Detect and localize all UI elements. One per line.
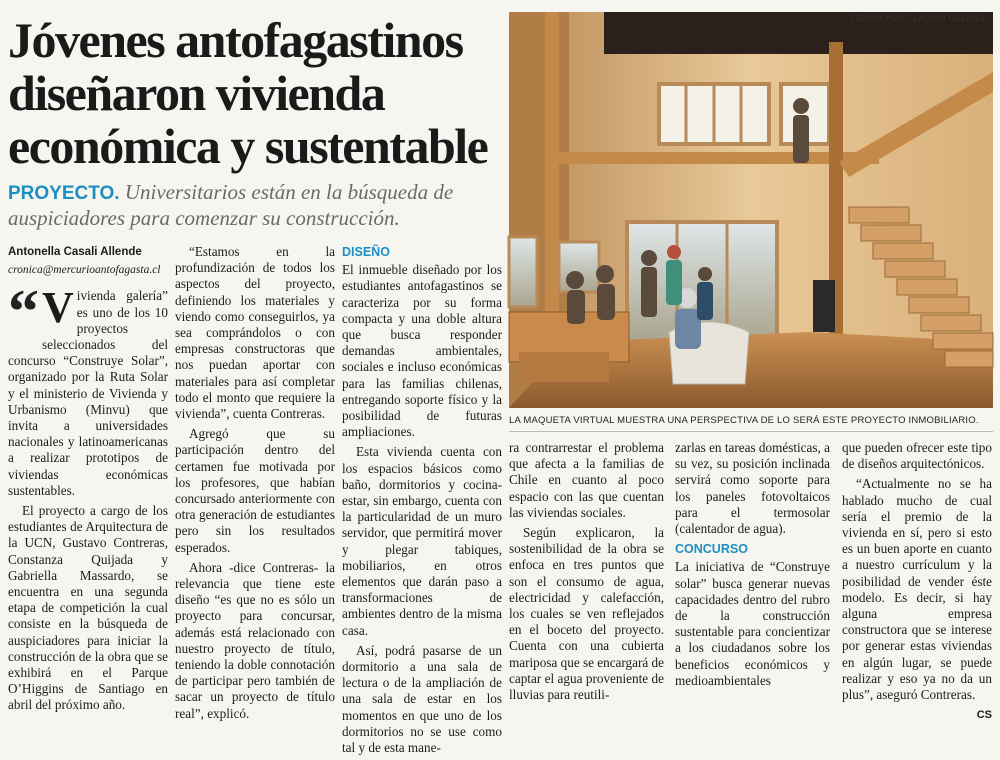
col1-p1: ivienda galería” es uno de los 10 proyectos seleccionados del concurso “Construye Solar”, organizado por la Ruta Solar y el ministerio de Vivienda y Urbanismo (Minvu) que invita a universidades nacionales y latinoamericanas a realizar prototipos de viviendas económicas sustentables. bbox=[8, 288, 168, 498]
column-3 bbox=[342, 244, 502, 760]
kicker bbox=[8, 180, 508, 230]
lead-paragraph bbox=[8, 278, 168, 499]
column-5 bbox=[675, 440, 830, 693]
end-mark: CS bbox=[976, 709, 992, 722]
column-6 bbox=[842, 440, 992, 723]
article-photo bbox=[509, 12, 993, 408]
col2-p3: Ahora -dice Contreras- la relevancia que tiene este diseño “es que no es sólo un proyecto para concursar, además está relacionado con nuestro proyecto de título, teniendo la doble connotación de participar pero también de sacar un proyecto de título real”, explicó. bbox=[175, 559, 335, 721]
col2-p2: Agregó que su participación dentro del certamen fue motivada por los profesores, que habían concursado anteriormente con otra generación de estudiantes pero sin los resultados esperados. bbox=[175, 426, 335, 555]
kicker-label: PROYECTO. bbox=[8, 183, 120, 204]
column-4 bbox=[509, 440, 664, 707]
col1-p2: El proyecto a cargo de los estudiantes de Arquitectura de la UCN, Gustavo Contreras, Constanza Quijada y Gabriella Massardo, se encuentra en una segunda etapa de competición la cual consiste en la búsqueda de auspiciadores para iniciar la construcción de la obra que se exhibirá en el Parque O’Higgins de Santiago en abril del próximo año. bbox=[8, 503, 168, 713]
byline-author: Antonella Casali Allende bbox=[8, 246, 142, 258]
caption-divider bbox=[509, 431, 993, 432]
section-heading-diseno: DISEÑO bbox=[342, 245, 390, 259]
dropcap: V bbox=[42, 283, 74, 333]
photo-caption: LA MAQUETA VIRTUAL MUESTRA UNA PERSPECTIVA DE LO SERÁ ESTE PROYECTO INMOBILIARIO. bbox=[509, 415, 979, 426]
col4-p1: ra contrarrestar el problema que afecta a la familias de Chile en cuanto al poco espacio con las que cuentan las viviendas sociales. bbox=[509, 440, 664, 520]
byline-email: cronica@mercurioantofagasta.cl bbox=[8, 264, 161, 277]
column-1 bbox=[8, 244, 168, 718]
col6-p2: “Actualmente no se ha hablado mucho de cual sería el premio de la vivienda en sí, pero si esto es un buen aporte en cuanto a nuestro currículum y la posibilidad de vender éste modelo. Es decir, si hay alguna empresa constructora que se interese por generar estas viviendas en algún lugar, se puede realizar y eso ya no da un plus”, aseguró Contreras. bbox=[842, 476, 992, 703]
col5-p2: La iniciativa de “Construye solar” busca generar nuevas capacidades dentro del rubro de la construcción sustentable para concientizar a los ciudadanos sobre los beneficios económicos y medioambientales bbox=[675, 559, 830, 688]
col2-p1: “Estamos en la profundización de todos los aspectos del proyecto, definiendo los materiales y viendo como conseguirlos, ya sea comprándolos o con empresas constructoras que nos puedan aportar con materiales para así completar todo el monto que requiere la vivienda”, cuenta Contreras. bbox=[175, 244, 335, 422]
section-heading-concurso: CONCURSO bbox=[675, 542, 748, 557]
col3-p3: Así, podrá pasarse de un dormitorio a una sala de lectura o de la ampliación de una sala de estar en los momentos en que uno de los dormitorios no se use como tal y de esta mane- bbox=[342, 642, 502, 756]
photo-credit: CEDIDA POR CLAUDIO GALENO bbox=[849, 14, 985, 23]
col3-p1: El inmueble diseñado por los estudiantes antofagastinos se caracteriza por su forma compacta y una doble altura que busca responder demandas ambientales, sociales e incluso económicas para las familias chilenas, entregando soporte físico y la posibilidad de futuras ampliaciones. bbox=[342, 262, 502, 440]
interior-render-illustration bbox=[509, 12, 993, 408]
col3-p2: Esta vivienda cuenta con los espacios básicos como baño, dormitorios y cocina-estar, sin embargo, cuenta con la particularidad de un muro servidor, que permitirá mover y plegar tabiques, mobiliarios, en otros elementos que darán paso a transformaciones de ambientes dentro de la misma casa. bbox=[342, 444, 502, 638]
col6-p1: que pueden ofrecer este tipo de diseños arquitectónicos. bbox=[842, 440, 992, 472]
opening-quote-mark: “ bbox=[8, 278, 39, 347]
column-2 bbox=[175, 244, 335, 726]
col5-p1: zarlas en tareas domésticas, a su vez, su posición inclinada servirá como soporte para los paneles fotovoltaicos para el termosolar (calentador de agua). bbox=[675, 440, 830, 537]
kicker-text: Universitarios están en la búsqueda de auspiciadores para comenzar su construcción. bbox=[8, 180, 454, 230]
headline: Jóvenes antofagastinos diseñaron vivienda económica y sustentable bbox=[8, 12, 488, 174]
col4-p2: Según explicaron, la sostenibilidad de la obra se enfoca en tres puntos que son el consumo de agua, electricidad y calefacción, los cuales se ven reflejados en el boceto del proyecto. Cuenta con una cubierta mariposa que se encargará de captar el agua proveniente de lluvias para reutili- bbox=[509, 525, 664, 703]
